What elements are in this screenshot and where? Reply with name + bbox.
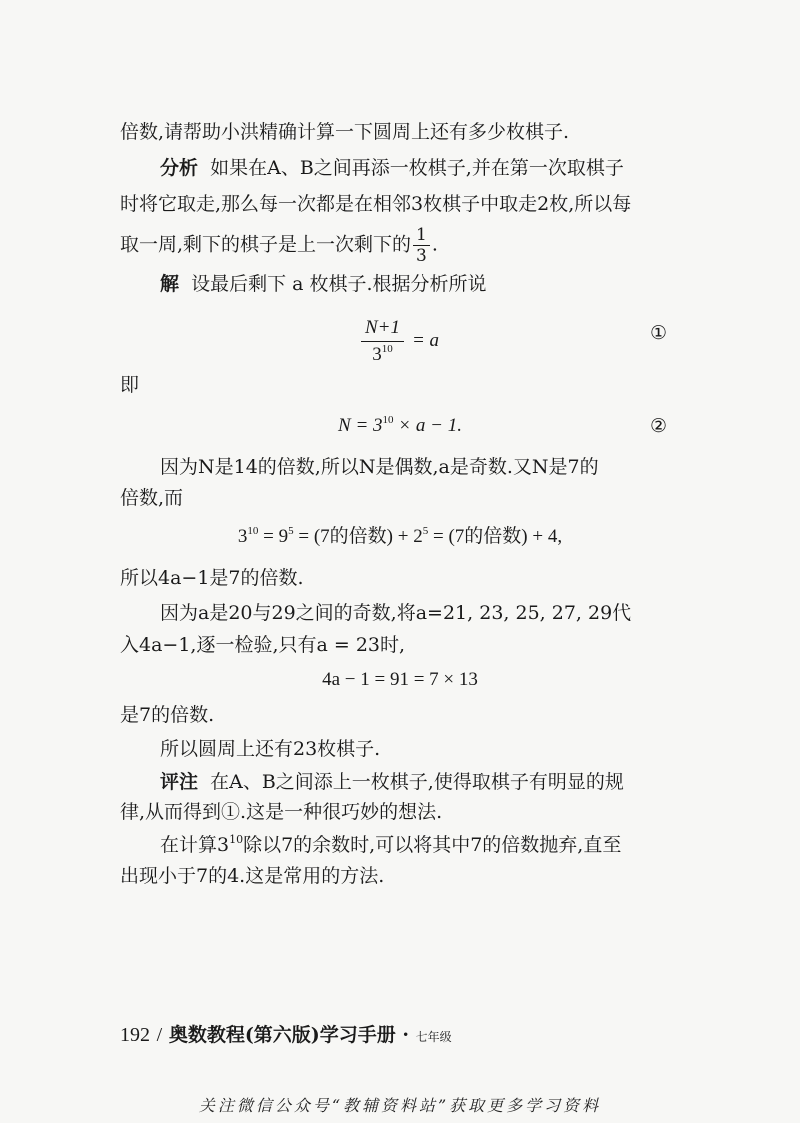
text-span: 取一周,剩下的棋子是上一次剩下的 — [120, 233, 412, 256]
footer-separator: / — [156, 1024, 163, 1046]
exponent: 10 — [229, 833, 244, 846]
text-span: 如果在A、B之间再添一枚棋子,并在第一次取棋子 — [210, 157, 624, 179]
text-line: 因为N是14的倍数,所以N是偶数,a是奇数.又N是7的 — [160, 456, 599, 478]
text-line-with-fraction — [120, 226, 690, 265]
watermark-text: 关注微信公众号“教辅资料站”获取更多学习资料 — [198, 1096, 602, 1115]
equation-tag-2: ② — [650, 415, 668, 437]
text-line: 入4a−1,逐一检验,只有a = 23时, — [120, 634, 406, 656]
book-title: 奥数教程(第六版)学习手册 — [168, 1024, 396, 1046]
text-line: 倍数,而 — [120, 487, 184, 509]
text-line-with-power: 在计算$3^{10}$除以7的余数时,可以将其中7的倍数抛弃,直至 — [160, 833, 622, 856]
text-line: 律,从而得到①.这是一种很巧妙的想法. — [120, 801, 443, 823]
solution-paragraph — [160, 269, 730, 299]
equation-rhs: = a — [411, 329, 440, 351]
equation-fraction — [361, 315, 404, 368]
equation-numerator: N+1 — [361, 315, 404, 342]
text-span: 在A、B之间添上一枚棋子,使得取棋子有明显的规 — [210, 771, 624, 793]
analysis-label: 分析 — [160, 157, 199, 179]
page-footer — [120, 1022, 452, 1050]
text-span: 设最后剩下 a 枚棋子.根据分析所说 — [191, 273, 487, 295]
equation-tag-1: ① — [650, 322, 668, 344]
remark-label: 评注 — [160, 771, 199, 793]
equation-part: × a − 1. — [393, 415, 462, 436]
grade-label: 七年级 — [415, 1030, 452, 1044]
equation-part: N = 3 — [338, 415, 383, 436]
text-line: 因为a是20与29之间的奇数,将a=21, 23, 25, 27, 29代 — [160, 602, 632, 624]
remark-paragraph — [160, 767, 730, 797]
exponent: 10 — [382, 414, 394, 426]
equation-2 — [120, 411, 680, 441]
text-line: 即 — [120, 374, 140, 396]
text-line: 所以4a−1是7的倍数. — [120, 567, 304, 589]
equation-denominator: $3^{10}$ — [372, 343, 393, 365]
solution-label: 解 — [160, 273, 180, 295]
text-line: 出现小于7的4.这是常用的方法. — [120, 865, 385, 887]
text-line: 是7的倍数. — [120, 704, 215, 726]
text-line: 时将它取走,那么每一次都是在相邻3枚棋子中取走2枚,所以每 — [120, 193, 632, 215]
equation-3: $3^{10} = 9^5 = (7$的倍数) + $2^5 = (7$的倍数) + 4, — [237, 525, 563, 547]
text-span: . — [431, 233, 438, 256]
equation-1 — [120, 315, 680, 368]
fraction-denominator: 3 — [416, 246, 427, 266]
fraction-numerator: 1 — [413, 226, 430, 246]
equation-4: 4a − 1 = 91 = 7 × 13 — [322, 669, 478, 690]
analysis-paragraph — [160, 153, 730, 183]
text-line: 倍数,请帮助小洪精确计算一下圆周上还有多少枚棋子. — [120, 121, 570, 143]
fraction-one-third — [413, 226, 430, 265]
footer-dot: · — [402, 1024, 410, 1046]
page-number: 192 — [120, 1024, 150, 1046]
text-line: 所以圆周上还有23枚棋子. — [160, 738, 381, 760]
